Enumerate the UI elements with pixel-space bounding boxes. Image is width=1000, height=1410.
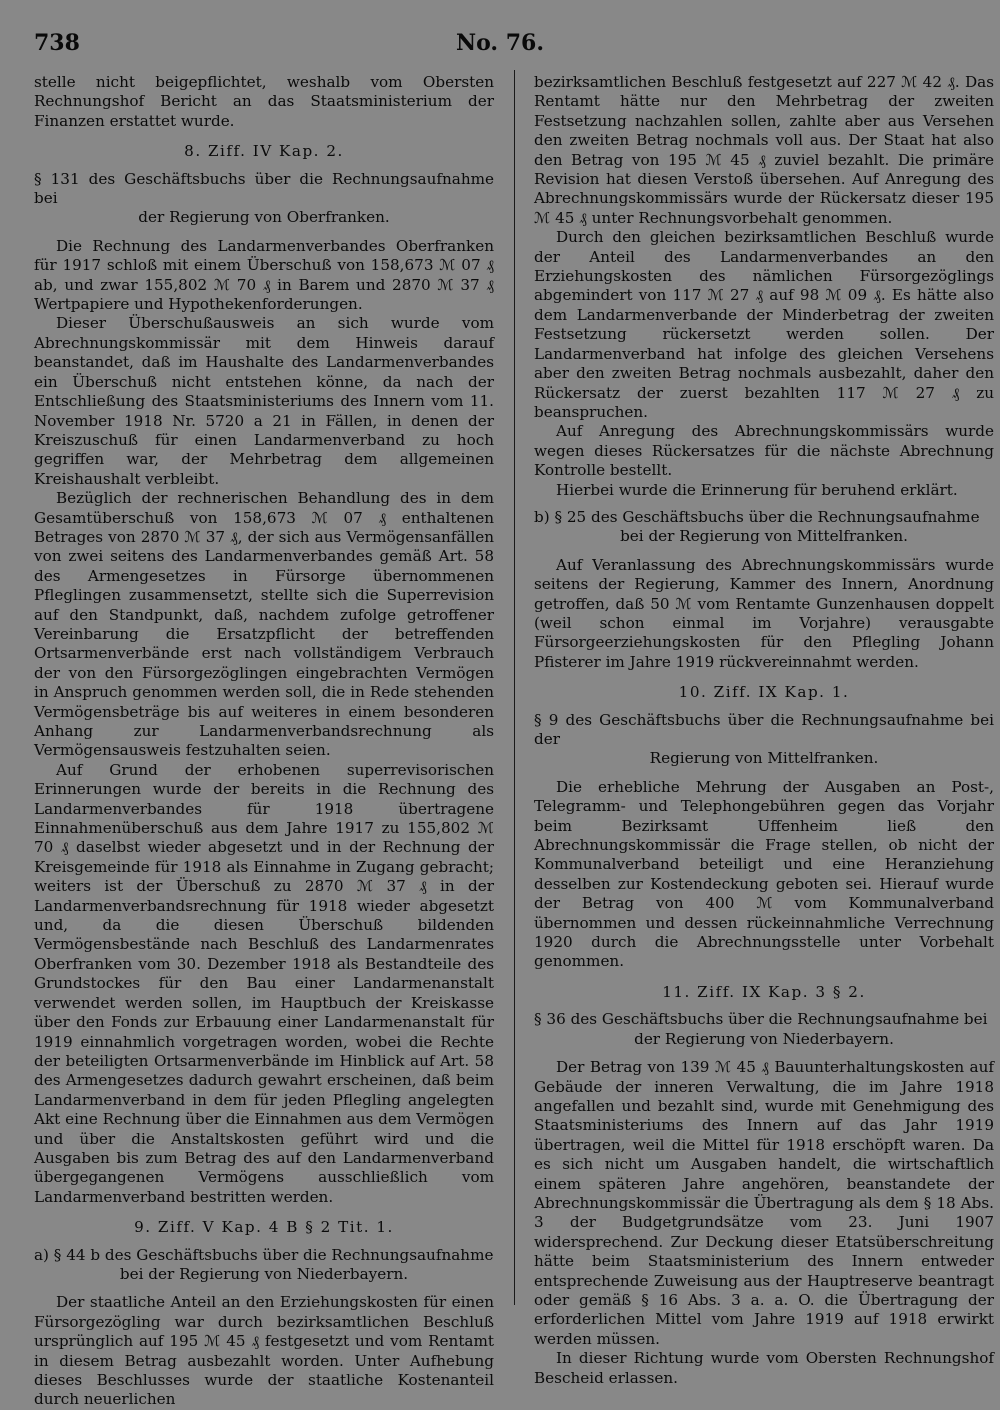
paragraph: Hierbei wurde die Erinnerung für beruhend erklärt. xyxy=(556,480,958,499)
paragraph: bezirksamtlichen Beschluß festgesetzt auf 227 ℳ 42 ₰. Das Rentamt hätte nur den Mehrbetrag der zweiten Festsetzung nachzahlen sollen, zahlte aber aus Versehen den zweiten Betrag nochmals voll aus. Der Staat hat also den Betrag von 195 ℳ 45 ₰ zuviel bezahlt. Die primäre Revision hat diesen Verstoß übersehen. Auf Anregung des Abrechnungskommissärs wurde der Rückersatz dieser 195 ℳ 45 ₰ unter Rechnungsvorbehalt genommen. xyxy=(534,73,994,227)
section-heading-9: 9. Ziff. V Kap. 4 B § 2 Tit. 1. xyxy=(134,1218,394,1237)
subsection-heading-line: b) § 25 des Geschäftsbuchs über die Rechnungsaufnahme xyxy=(534,507,980,526)
subsection-heading-line: § 131 des Geschäftsbuchs über die Rechnungsaufnahme bei xyxy=(34,169,494,208)
paragraph: Auf Veranlassung des Abrechnungskommissärs wurde seitens der Regierung, Kammer des Innern, Anordnung getroffen, daß 50 ℳ vom Rentamte Gunzenhausen doppelt (weil schon einmal im Vorjahre) verausgabte Fürsorgeerziehungskosten für den Pflegling Johann Pfisterer im Jahre 1919 rückvereinnahmt werden. xyxy=(534,555,994,671)
subsection-heading-line: a) § 44 b des Geschäftsbuchs über die Rechnungsaufnahme xyxy=(34,1245,494,1264)
paragraph: Die erhebliche Mehrung der Ausgaben an Post-, Telegramm- und Telephongebühren gegen das Vorjahr beim Bezirksamt Uffenheim ließ den Abrechnungskommissär die Frage stellen, ob nicht der Kommunalverband beteiligt und eine Heranziehung desselben zur Kostendeckung geboten sei. Hierauf wurde der Betrag von 400 ℳ vom Kommunalverband übernommen und dessen rückeinnahmliche Verrechnung 1920 durch die Abrechnungsstelle unter Vorbehalt genommen. xyxy=(534,777,994,971)
subsection-heading-line: Regierung von Mittelfranken. xyxy=(649,749,879,768)
paragraph: Auf Anregung des Abrechnungskommissärs wurde wegen dieses Rückersatzes für die nächste Abrechnung Kontrolle bestellt. xyxy=(534,422,994,480)
section-heading-8: 8. Ziff. IV Kap. 2. xyxy=(184,142,344,161)
right-column xyxy=(534,73,994,1388)
section-heading-10: 10. Ziff. IX Kap. 1. xyxy=(678,683,850,702)
left-column xyxy=(34,73,494,1410)
paragraph: stelle nicht beigepflichtet, weshalb vom Obersten Rechnungshof Bericht an das Staatsministerium der Finanzen erstattet wurde. xyxy=(34,73,494,130)
paragraph: Durch den gleichen bezirksamtlichen Beschluß wurde der Anteil des Landarmenverbandes an den Erziehungskosten des nämlichen Fürsorgezöglings abgemindert von 117 ℳ 27 ₰ auf 98 ℳ 09 ₰. Es hätte also dem Landarmenverbande der Minderbetrag der zweiten Festsetzung rückersetzt werden sollen. Der Landarmenverband hat infolge des gleichen Versehens aber den zweiten Betrag nochmals ausbezahlt, daher den Rückersatz der zuerst bezahlten 117 ℳ 27 ₰ zu beanspruchen. xyxy=(534,228,994,421)
paragraph: In dieser Richtung wurde vom Obersten Rechnungshof Bescheid erlassen. xyxy=(534,1349,994,1387)
paragraph: Dieser Überschußausweis an sich wurde vom Abrechnungskommissär mit dem Hinweis darauf beanstandet, daß im Haushalte des Landarmenverbandes ein Überschuß nicht entstehen könne, da nach der Entschließung des Staatsministeriums des Innern vom 11. November 1918 Nr. 5720 a 21 in Fällen, in denen der Kreiszuschuß für einen Landarmenverband zu hoch gegriffen war, der Mehrbetrag dem allgemeinen Kreishaushalt verbleibt. xyxy=(34,314,494,488)
subsection-heading xyxy=(34,170,494,228)
subsection-heading-line: bei der Regierung von Niederbayern. xyxy=(119,1264,409,1283)
subsection-heading-line: § 9 des Geschäftsbuchs über die Rechnungsaufnahme bei der xyxy=(534,710,994,748)
paragraph: Der staatliche Anteil an den Erziehungskosten für einen Fürsorgezögling war durch bezirksamtlichen Beschluß ursprünglich auf 195 ℳ 45 ₰ festgesetzt und vom Rentamt in diesem Betrag ausbezahlt worden. Unter Aufhebung dieses Beschlusses wurde der staatliche Kostenanteil durch neuerlichen xyxy=(34,1293,494,1409)
issue-number: No. 76. xyxy=(456,30,544,56)
column-divider xyxy=(514,70,515,1305)
subsection-heading xyxy=(34,1246,494,1285)
paragraph: Der Betrag von 139 ℳ 45 ₰ Bauunterhaltungskosten auf Gebäude der inneren Verwaltung, die im Jahre 1918 angefallen und bezahlt sind, wurde mit Genehmigung des Staatsministeriums des Innern auf das Jahr 1919 übertragen, weil die Mittel für 1918 erschöpft waren. Da es sich nicht um Ausgaben handelt, die wirtschaftlich einem späteren Jahre angehören, beanstandete der Abrechnungskommissär die Übertragung als dem § 18 Abs. 3 der Budgetgrundsätze vom 23. Juni 1907 widersprechend. Zur Deckung dieser Etatsüberschreitung hätte beim Staatsministerium des Innern entweder entsprechende Zuweisung aus der Hauptreserve beantragt oder gemäß § 16 Abs. 3 a. a. O. die Übertragung der erforderlichen Mittel vom Jahre 1919 auf 1918 erwirkt werden müssen. xyxy=(534,1058,994,1348)
subsection-heading-line: § 36 des Geschäftsbuchs über die Rechnungsaufnahme bei xyxy=(534,1010,988,1029)
subsection-heading xyxy=(534,508,994,547)
subsection-heading-line: der Regierung von Oberfranken. xyxy=(138,208,390,227)
paragraph: Bezüglich der rechnerischen Behandlung des in dem Gesamtüberschuß von 158,673 ℳ 07 ₰ enthaltenen Betrages von 2870 ℳ 37 ₰, der sich aus Vermögensanfällen von zwei seitens des Landarmenverbandes gemäß Art. 58 des Armengesetzes in Fürsorge übernommenen Pfleglingen zusammensetzt, stellte sich die Superrevision auf den Standpunkt, daß, nachdem zufolge getroffener Vereinbarung die Ersatzpflicht der betreffenden Ortsarmenverbände erst nach vollständigem Verbrauch der von den Fürsorgezöglingen eingebrachten Vermögen in Anspruch genommen werden soll, die in Rede stehenden Vermögensbeträge bis auf weiteres in einem besonderen Anhang zur Landarmenverbandsrechnung als Vermögensausweis festzuhalten seien. xyxy=(34,489,494,760)
subsection-heading-line: der Regierung von Niederbayern. xyxy=(634,1029,894,1048)
subsection-heading xyxy=(534,711,994,769)
page-header xyxy=(34,30,966,60)
paragraph: Auf Grund der erhobenen superrevisorischen Erinnerungen wurde der bereits in die Rechnung des Landarmenverbandes für 1918 übertragene Einnahmenüberschuß aus dem Jahre 1917 zu 155,802 ℳ 70 ₰ daselbst wieder abgesetzt und in der Rechnung der Kreisgemeinde für 1918 als Einnahme in Zugang gebracht; weiters ist der Überschuß zu 2870 ℳ 37 ₰ in der Landarmenverbandsrechnung für 1918 wieder abgesetzt und, da die diesen Überschuß bildenden Vermögensbestände nach Beschluß des Landarmenrates Oberfranken vom 30. Dezember 1918 als Bestandteile des Grundstockes für den Bau einer Landarmenanstalt verwendet werden sollen, im Hauptbuch der Kreiskasse über den Fonds zur Erbauung einer Landarmenanstalt für 1919 einnahmlich vorgetragen worden, wobei die Rechte der beteiligten Ortsarmenverbände im Hinblick auf Art. 58 des Armengesetzes dadurch gewahrt erscheinen, daß beim Landarmenverband in dem für jeden Pflegling angelegten Akt eine Rechnung über die Einnahmen aus dem Vermögen und über die Anstaltskosten geführt wird und die Ausgaben bis zum Betrag des auf den Landarmenverband übergegangenen Vermögens ausschließlich vom Landarmenverband bestritten werden. xyxy=(34,760,494,1206)
section-heading-11: 11. Ziff. IX Kap. 3 § 2. xyxy=(662,982,866,1001)
page-number: 738 xyxy=(34,30,80,56)
paragraph: Die Rechnung des Landarmenverbandes Oberfranken für 1917 schloß mit einem Überschuß von 158,673 ℳ 07 ₰ ab, und zwar 155,802 ℳ 70 ₰ in Barem und 2870 ℳ 37 ₰ Wertpapiere und Hypothekenforderungen. xyxy=(34,236,494,314)
subsection-heading-line: bei der Regierung von Mittelfranken. xyxy=(620,527,908,546)
subsection-heading xyxy=(534,1010,994,1049)
